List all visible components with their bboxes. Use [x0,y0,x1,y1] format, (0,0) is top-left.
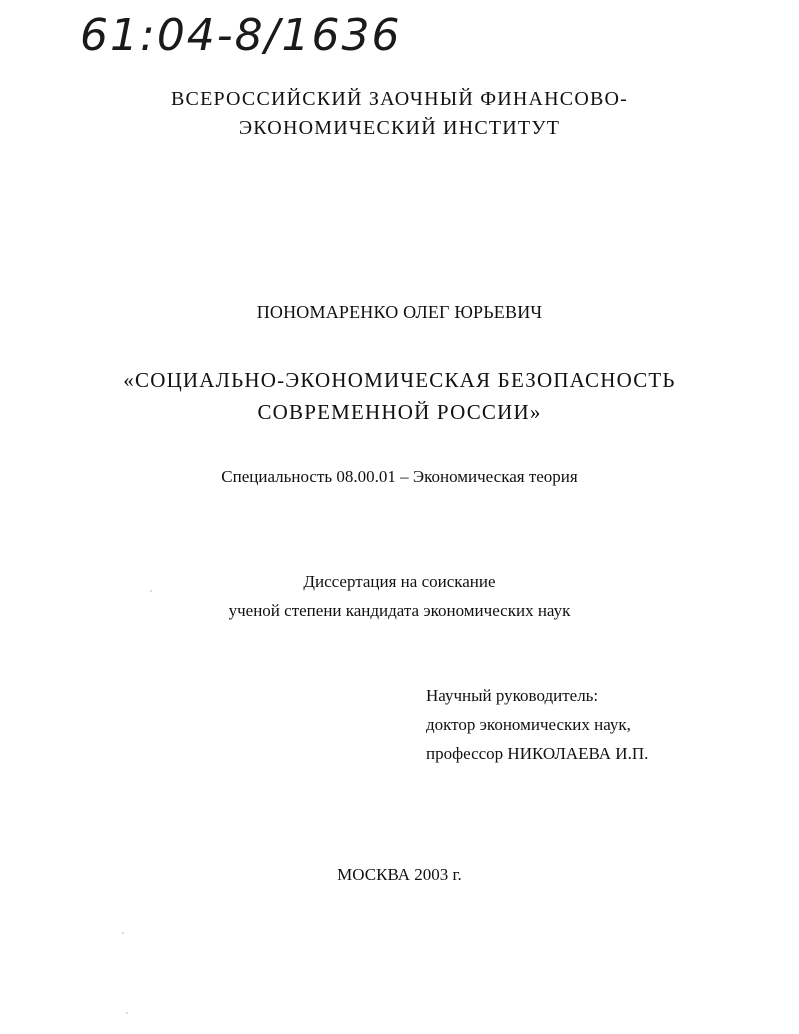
scan-speck [150,590,152,592]
specialty-line: Специальность 08.00.01 – Экономическая теория [221,467,578,486]
supervisor-label: Научный руководитель: [426,686,599,705]
dissertation-title-line2: СОВРЕМЕННОЙ РОССИИ» [257,400,542,424]
scan-speck [122,932,124,934]
supervisor-degree: доктор экономических наук, [426,715,631,734]
handwritten-archive-number [80,2,480,62]
supervisor-name: профессор НИКОЛАЕВА И.П. [426,744,649,763]
scan-speck [126,1012,128,1014]
archive-number-text: 61:04-8/1636 [80,10,402,61]
dissertation-title-line1: «СОЦИАЛЬНО-ЭКОНОМИЧЕСКАЯ БЕЗОПАСНОСТЬ [123,368,676,392]
institute-name-line1: ВСЕРОССИЙСКИЙ ЗАОЧНЫЙ ФИНАНСОВО- [170,88,629,110]
author-name: ПОНОМАРЕНКО ОЛЕГ ЮРЬЕВИЧ [256,302,543,322]
dissertation-degree-line2: ученой степени кандидата экономических наук [228,601,571,620]
city-year: МОСКВА 2003 г. [337,865,462,884]
dissertation-degree-line1: Диссертация на соискание [303,572,496,591]
institute-name-line2: ЭКОНОМИЧЕСКИЙ ИНСТИТУТ [238,117,561,139]
